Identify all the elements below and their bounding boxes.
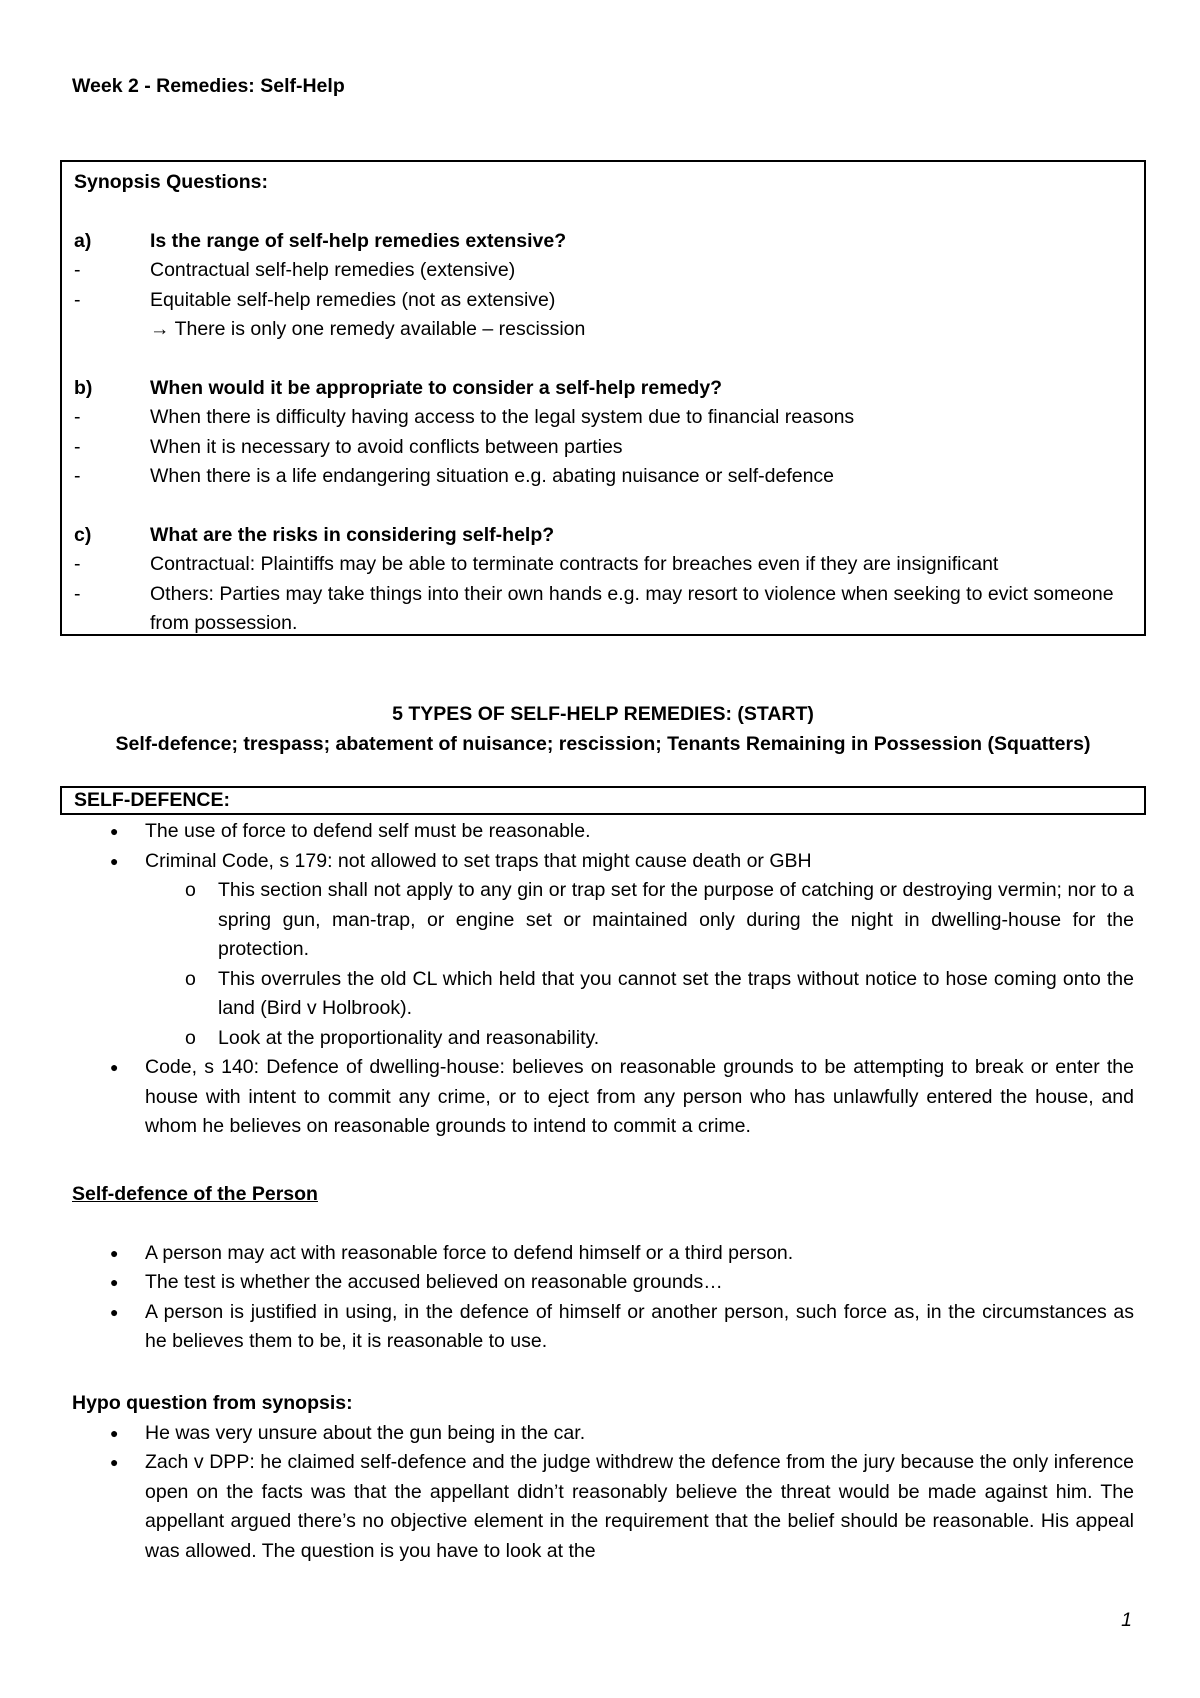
dash-marker: - (74, 582, 81, 605)
sub-bullet-text: This overrules the old CL which held that you cannot set the traps without notice to hose coming onto the land (Bird v Holbrook). (218, 967, 1134, 1019)
sub-bullet-item (72, 965, 1134, 1024)
bullet-text: He was very unsure about the gun being in the car. (145, 1421, 586, 1444)
page-title: Week 2 - Remedies: Self-Help (72, 75, 345, 97)
sub-bullet-text: Look at the proportionality and reasonability. (218, 1026, 600, 1049)
list-item-text: When there is a life endangering situation e.g. abating nuisance or self-defence (150, 465, 835, 487)
bullet-text: Code, s 140: Defence of dwelling-house: believes on reasonable grounds to be attempting to break or enter the house with intent to commit any crime, or to eject from any person who has unlawfully entered the house, and whom he believes on reasonable grounds to intend to commit a crime. (145, 1056, 1134, 1137)
bullet-marker: ● (110, 1424, 119, 1441)
bullet-marker: ● (110, 823, 119, 839)
person-section (72, 1180, 1134, 1357)
bullet-item (72, 847, 1134, 877)
list-item-text: Equitable self-help remedies (not as extensive) (150, 288, 556, 311)
bullet-text: A person is justified in using, in the defence of himself or another person, such force as, in the circumstances as he believes them to be, it is reasonable to use. (145, 1300, 1134, 1352)
bullet-item (72, 817, 1134, 847)
question-text: Is the range of self-help remedies extensive? (150, 229, 567, 252)
list-item (74, 550, 1134, 580)
question-c (74, 521, 1134, 551)
dash-marker: - (74, 553, 81, 575)
types-heading: 5 TYPES OF SELF-HELP REMEDIES: (START) (392, 703, 814, 725)
bullet-text: The use of force to defend self must be reasonable. (145, 820, 591, 842)
question-label: c) (74, 523, 92, 546)
bullet-text: Zach v DPP: he claimed self-defence and the judge withdrew the defence from the jury because the only inference open on the facts was that the appellant didn’t reasonably believe the threat would be made against him. The appellant argued there’s no objective element in the requirement that the belief should be reasonable. His appeal was allowed. The question is you have to look at the (145, 1451, 1134, 1562)
question-a (74, 227, 1134, 257)
sub-bullet-item (72, 1024, 1134, 1054)
list-item-text: When it is necessary to avoid conflicts between parties (150, 435, 623, 458)
list-item (74, 433, 1134, 463)
list-item-text: Others: Parties may take things into their own hands e.g. may resort to violence when seeking to evict someone from possession. (150, 582, 1114, 634)
bullet-item (72, 1419, 1134, 1449)
bullet-text: The test is whether the accused believed on reasonable grounds… (145, 1271, 723, 1293)
dash-marker: - (74, 465, 81, 487)
list-item (74, 286, 1134, 316)
bullet-item (72, 1268, 1134, 1298)
question-text: When would it be appropriate to consider a self-help remedy? (150, 376, 723, 399)
synopsis-heading: Synopsis Questions: (74, 171, 268, 193)
bullet-text: Criminal Code, s 179: not allowed to set traps that might cause death or GBH (145, 849, 812, 872)
bullet-item (72, 1053, 1134, 1142)
section-heading: Hypo question from synopsis: (72, 1392, 353, 1414)
bullet-item (72, 1448, 1134, 1566)
list-item (74, 256, 1134, 286)
self-defence-heading: SELF-DEFENCE: (60, 786, 1146, 815)
dash-marker: - (74, 259, 81, 281)
bullet-marker: ● (110, 1454, 119, 1470)
bullet-item (72, 1239, 1134, 1269)
dash-marker: - (74, 435, 81, 458)
list-item (74, 580, 1134, 639)
question-label: b) (74, 376, 93, 399)
hypo-section (72, 1389, 1134, 1566)
section-heading: Self-defence of the Person (72, 1183, 318, 1205)
sub-bullet-text: This section shall not apply to any gin or trap set for the purpose of catching or destroying vermin; nor to a spring gun, man-trap, or engine set or maintained only during the night in dwelling-house for the protection. (218, 879, 1134, 960)
sub-bullet-marker: o (185, 879, 196, 901)
bullet-marker: ● (110, 1059, 119, 1075)
arrow-note: → There is only one remedy available – rescission (150, 318, 586, 340)
question-text: What are the risks in considering self-help? (150, 523, 555, 546)
dash-marker: - (74, 406, 81, 428)
bullet-marker: ● (110, 852, 119, 869)
self-defence-section (72, 817, 1134, 1142)
question-label: a) (74, 229, 92, 252)
bullet-item (72, 1298, 1134, 1357)
list-item-text: Contractual: Plaintiffs may be able to terminate contracts for breaches even if they are insignificant (150, 553, 999, 575)
sub-bullet-item (72, 876, 1134, 965)
synopsis-box (60, 160, 1146, 636)
question-b (74, 374, 1134, 404)
bullet-text: A person may act with reasonable force to defend himself or a third person. (145, 1241, 794, 1264)
list-item-text: Contractual self-help remedies (extensive) (150, 259, 516, 281)
bullet-marker: ● (110, 1244, 119, 1261)
list-item (74, 403, 1134, 433)
types-list: Self-defence; trespass; abatement of nuisance; rescission; Tenants Remaining in Possession (Squatters) (115, 733, 1091, 755)
dash-marker: - (74, 288, 81, 311)
list-item-text: When there is difficulty having access to the legal system due to financial reasons (150, 406, 855, 428)
sub-bullet-marker: o (185, 967, 196, 990)
bullet-marker: ● (110, 1274, 119, 1290)
list-item (74, 462, 1134, 492)
page-number: 1 (1121, 1609, 1132, 1631)
sub-bullet-marker: o (185, 1026, 196, 1049)
bullet-marker: ● (110, 1303, 119, 1320)
